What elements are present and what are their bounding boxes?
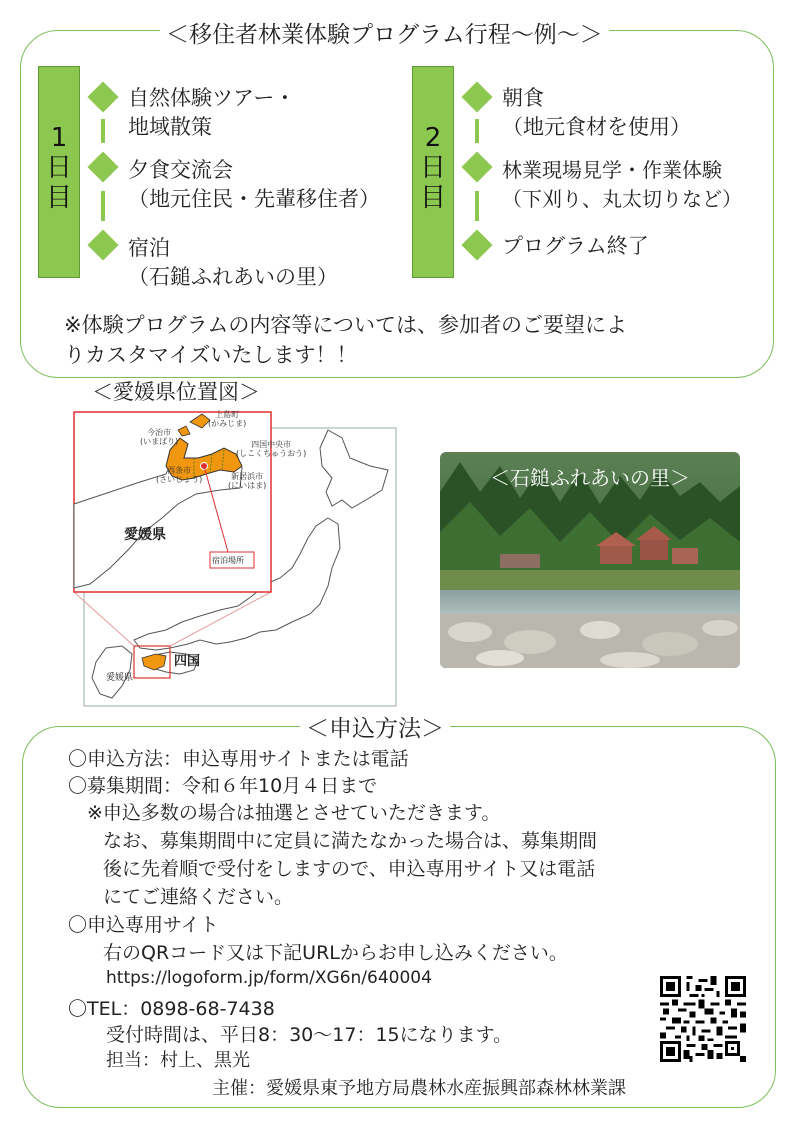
apply-method: 〇申込方法：申込専用サイトまたは電話 — [68, 748, 409, 770]
apply-lottery-note: ※申込多数の場合は抽選とさせていただきます。 — [68, 802, 501, 824]
map-lodging-label: 宿泊場所 — [212, 556, 244, 565]
map-ehime-small-label: 愛媛県 — [106, 673, 134, 683]
qr-code[interactable] — [660, 976, 746, 1062]
day1-label: 1 日 目 — [38, 66, 80, 278]
day2-connector-2 — [475, 191, 479, 221]
day1-connector-1 — [101, 119, 105, 143]
apply-tel: 〇TEL：0898-68-7438 — [68, 998, 275, 1020]
day2-label: 2 日 目 — [412, 66, 454, 278]
map-city-imabari: 今治市 (いまばり) — [140, 428, 179, 446]
day1-item-1: 自然体験ツアー・ 地域散策 — [128, 86, 296, 139]
apply-title: ＜申込方法＞ — [300, 710, 450, 743]
day2-item-1: 朝食 （地元食材を使用） — [502, 86, 691, 139]
photo-caption: ＜石鎚ふれあいの里＞ — [490, 466, 690, 490]
qr-code-svg — [660, 976, 746, 1062]
day1-item-3: 宿泊 （石鎚ふれあいの里） — [128, 236, 338, 289]
apply-organizer: 主催：愛媛県東予地方局農林水産振興部森林林業課 — [212, 1078, 626, 1099]
map-city-shikokuchuo: 四国中央市 (しこくちゅうおう) — [236, 440, 307, 458]
day2-connector-1 — [475, 119, 479, 143]
day2-item-2: 林業現場見学・作業体験 （下刈り、丸太切りなど） — [502, 158, 742, 211]
apply-site-instructions: 右のQRコード又は下記URLからお申し込みください。 — [84, 942, 568, 964]
day1-connector-2 — [101, 191, 105, 221]
apply-note-line-1: なお、募集期間中に定員に満たなかった場合は、募集期間 — [84, 830, 598, 852]
facility-photo — [440, 452, 740, 668]
program-title: ＜移住者林業体験プログラム行程～例～＞ — [160, 16, 609, 49]
map-city-saijo: 西条市 (さいじょう) — [156, 466, 203, 484]
map-city-niihama: 新居浜市 (にいはま) — [228, 472, 267, 490]
map-title: ＜愛媛県位置図＞ — [92, 380, 260, 404]
apply-contact: 担当：村上、黒光 — [106, 1050, 250, 1071]
map-shikoku-label: 四国 — [174, 654, 201, 669]
program-note: ※体験プログラムの内容等については、参加者のご要望によ りカスタマイズいたします！！ — [64, 313, 627, 367]
apply-note-line-3: にてご連絡ください。 — [84, 886, 294, 908]
apply-note-line-2: 後に先着順で受付をしますので、申込専用サイト又は電話 — [84, 858, 596, 880]
map-city-kamijima: 上島町 (かみじま) — [208, 410, 247, 428]
day2-item-3: プログラム終了 — [502, 234, 649, 258]
apply-url-link[interactable]: https://logoform.jp/form/XG6n/640004 — [106, 968, 432, 988]
day1-item-2: 夕食交流会 （地元住民・先輩移住者） — [128, 158, 380, 211]
map-prefecture-label: 愛媛県 — [124, 527, 166, 543]
apply-hours: 受付時間は、平日8：30～17：15になります。 — [106, 1024, 513, 1046]
japan-map — [70, 408, 400, 708]
apply-site-heading: 〇申込専用サイト — [68, 914, 219, 936]
apply-period: 〇募集期間：令和６年10月４日まで — [68, 775, 378, 797]
